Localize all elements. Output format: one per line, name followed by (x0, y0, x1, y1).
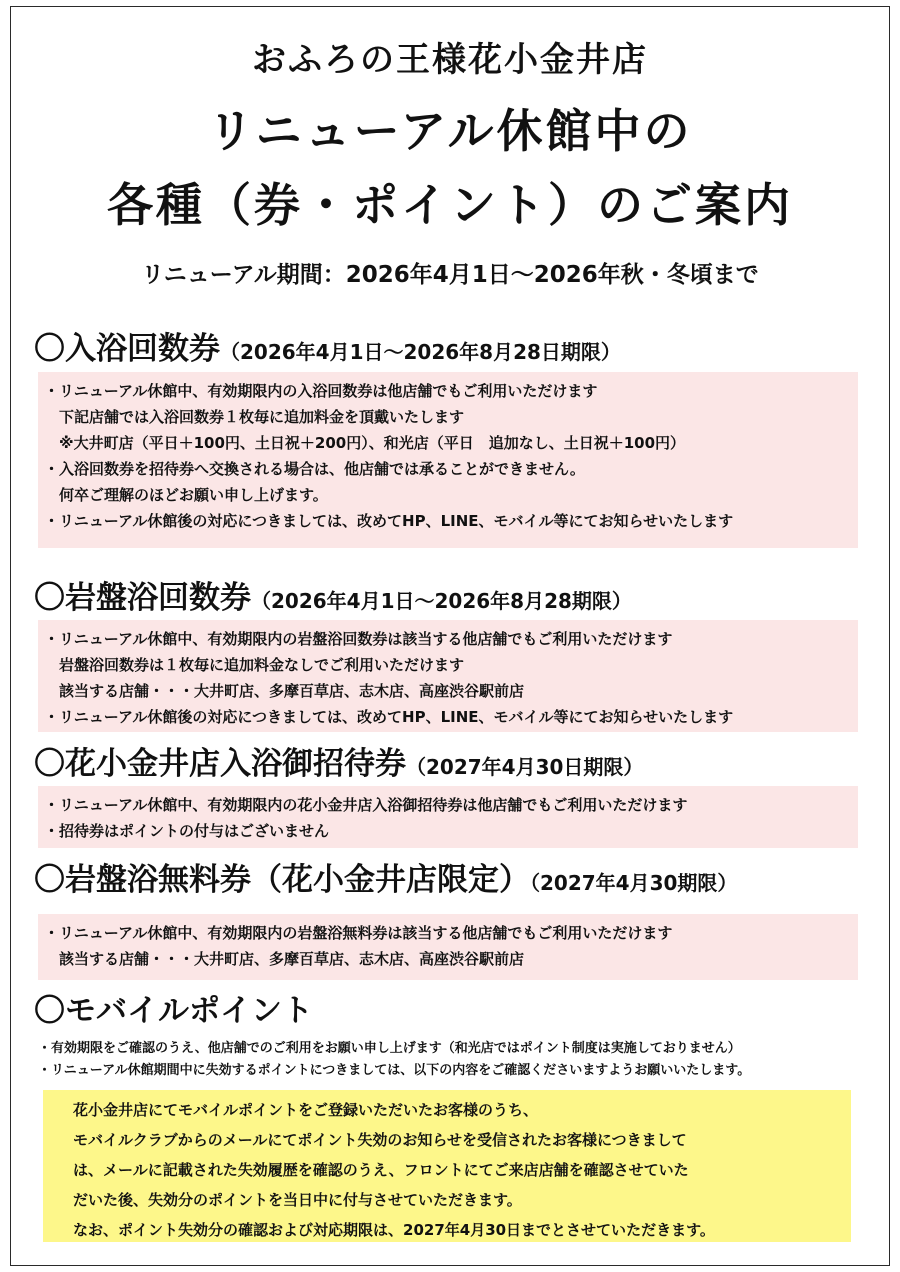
section-bedrock-coupon-box (38, 620, 858, 732)
section-deadline: （2027年4月30期限） (530, 871, 738, 895)
section-title: 〇岩盤浴無料券（花小金井店限定） (34, 862, 530, 898)
mobile-point-notice-box (43, 1090, 851, 1242)
section-title: 〇入浴回数券 (34, 331, 220, 367)
section-deadline: （2026年4月1日～2026年8月28期限） (251, 589, 632, 613)
section-deadline: （2026年4月1日～2026年8月28日期限） (220, 340, 621, 364)
list-item: ・リニューアル休館中、有効期限内の岩盤浴回数券は該当する他店舗でもご利用いただけます (44, 630, 673, 648)
list-item: 岩盤浴回数券は１枚毎に追加料金なしでご利用いただけます (59, 656, 465, 674)
list-item: ・リニューアル休館中、有効期限内の岩盤浴無料券は該当する他店舗でもご利用いただけます (44, 924, 673, 942)
notice-line: モバイルクラブからのメールにてポイント失効のお知らせを受信されたお客様につきまして (73, 1131, 687, 1149)
section-invitation-box (38, 786, 858, 848)
mobile-point-note (38, 1038, 868, 1082)
list-item: ・有効期限をご確認のうえ、他店舗でのご利用をお願い申し上げます（和光店ではポイント制度は実施しておりません） (38, 1041, 741, 1056)
list-item: 該当する店舗・・・大井町店、多摩百草店、志木店、高座渋谷駅前店 (59, 682, 525, 700)
page-title-line1: リニューアル休館中の (207, 104, 693, 158)
section-bath-coupon-heading (34, 331, 621, 367)
list-item: ・リニューアル休館中、有効期限内の入浴回数券は他店舗でもご利用いただけます (44, 382, 598, 400)
section-bedrock-free-box (38, 914, 858, 980)
section-bedrock-coupon-heading (34, 580, 632, 616)
store-name: おふろの王様花小金井店 (252, 40, 648, 80)
list-item: 下記店舗では入浴回数券１枚毎に追加料金を頂戴いたします (59, 408, 465, 426)
section-title: 〇花小金井店入浴御招待券 (34, 746, 406, 782)
section-title: 〇モバイルポイント (34, 993, 313, 1029)
page-title-line2: 各種（券・ポイント）のご案内 (107, 178, 793, 232)
list-item: ・招待券はポイントの付与はございません (44, 822, 330, 840)
section-deadline: （2027年4月30日期限） (406, 755, 644, 779)
list-item: ・リニューアル休館後の対応につきましては、改めてHP、LINE、モバイル等にてお知らせいたします (44, 708, 734, 726)
notice-line: は、メールに記載された失効履歴を確認のうえ、フロントにてご来店店舗を確認させていた (73, 1161, 689, 1179)
list-item: 何卒ご理解のほどお願い申し上げます。 (59, 486, 328, 504)
list-item: 該当する店舗・・・大井町店、多摩百草店、志木店、高座渋谷駅前店 (59, 950, 525, 968)
list-item: ・リニューアル休館期間中に失効するポイントにつきましては、以下の内容をご確認くださいますようお願いいたします。 (38, 1063, 751, 1078)
section-bath-coupon-box (38, 372, 858, 548)
section-title: 〇岩盤浴回数券 (34, 580, 251, 616)
list-item: ・リニューアル休館後の対応につきましては、改めてHP、LINE、モバイル等にてお知らせいたします (44, 512, 734, 530)
list-item: ・入浴回数券を招待券へ交換される場合は、他店舗では承ることができません。 (44, 460, 585, 478)
notice-line: なお、ポイント失効分の確認および対応期限は、2027年4月30日までとさせていただきます。 (73, 1221, 715, 1239)
section-invitation-heading (34, 746, 644, 782)
list-item: ・リニューアル休館中、有効期限内の花小金井店入浴御招待券は他店舗でもご利用いただけます (44, 796, 688, 814)
section-bedrock-free-heading (34, 862, 738, 898)
renewal-period: リニューアル期間：2026年4月1日～2026年秋・冬頃まで (141, 262, 759, 288)
notice-line: だいた後、失効分のポイントを当日中に付与させていただきます。 (73, 1191, 522, 1209)
notice-line: 花小金井店にてモバイルポイントをご登録いただいたお客様のうち、 (73, 1101, 539, 1119)
section-mobile-point-heading (34, 993, 313, 1029)
list-item: ※大井町店（平日＋100円、土日祝＋200円）、和光店（平日 追加なし、土日祝＋100円） (59, 434, 686, 452)
